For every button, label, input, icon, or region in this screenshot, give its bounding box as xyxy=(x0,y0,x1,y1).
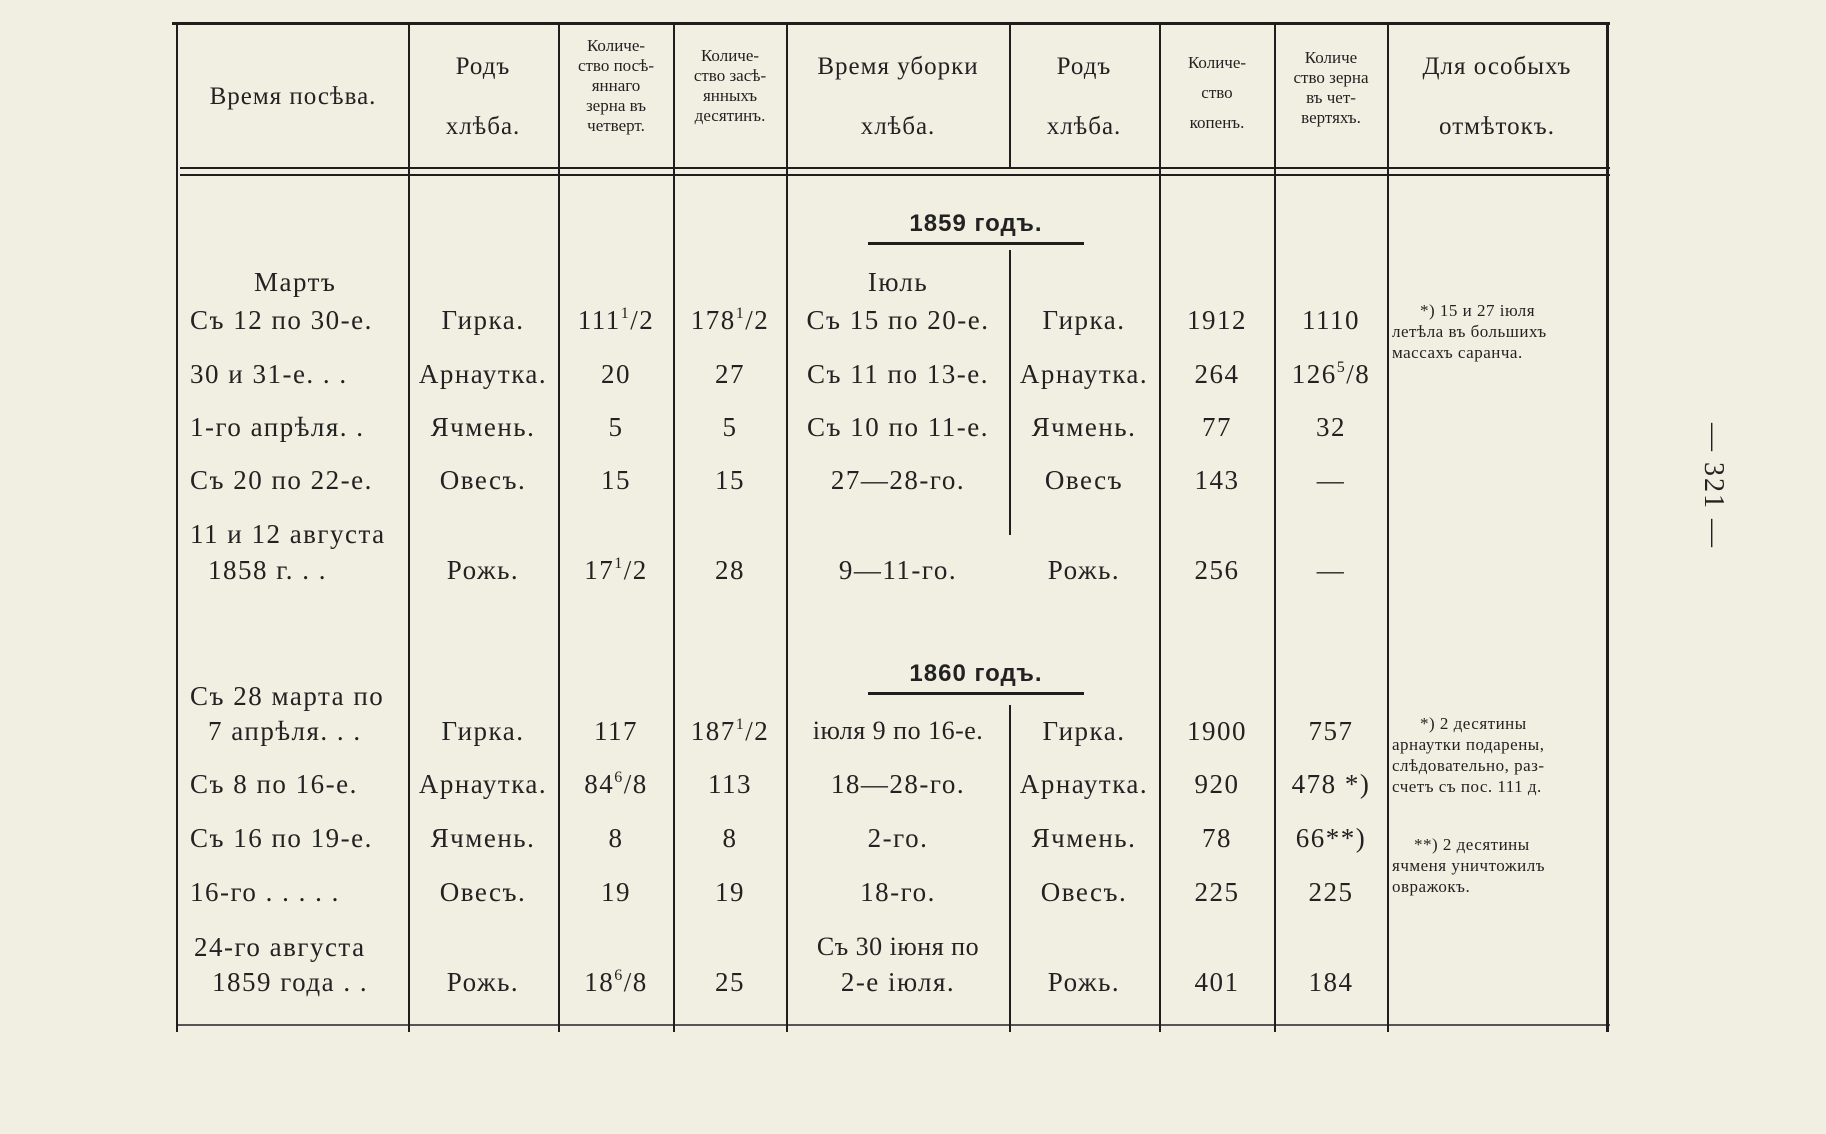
kopny-cell: 225 xyxy=(1194,877,1240,907)
sown-area-cell: 15 xyxy=(715,465,745,495)
harvest-time-cell: 18-го. xyxy=(860,877,936,907)
rye-kind-1859: Рожь. xyxy=(446,555,520,585)
sow-time-cell: Съ 12 по 30-е. xyxy=(190,305,373,335)
year-heading-1859: 1859 годъ. xyxy=(909,210,1043,237)
note-1859: *) 15 и 27 іюля летѣла въ большихъ массахъ саранча. xyxy=(1392,301,1547,362)
harvest-time-cell: Съ 10 по 11-е. xyxy=(807,412,989,442)
first-qty-1860: 757 xyxy=(1308,716,1354,746)
sown-grain-cell: $111^1/2$ xyxy=(577,305,655,335)
table-top-rule xyxy=(172,22,1610,25)
kopny-cell: 264 xyxy=(1194,359,1240,389)
first-kind-1860: Гирка. xyxy=(441,716,525,746)
rye-kind-1860: Рожь. xyxy=(446,967,520,997)
grain-kind-cell: Арнаутка. xyxy=(418,769,548,799)
header-grain-kind-1b: хлѣба. xyxy=(445,113,521,140)
grain-kind2-cell: Ячмень. xyxy=(1031,412,1137,442)
year-heading-1860: 1860 годъ. xyxy=(909,660,1043,687)
first-grain-1860: 117 xyxy=(594,716,638,746)
header-sow-time: Время посѣва. xyxy=(209,83,377,110)
grain-kind-cell: Овесъ. xyxy=(439,465,527,495)
grain-qty-cell: 225 xyxy=(1308,877,1354,907)
rye-kind2-1860: Рожь. xyxy=(1047,967,1121,997)
note-1860-a: *) 2 десятины арнаутки подарены, слѣдовательно, раз- счетъ съ пос. 111 д. xyxy=(1392,714,1545,796)
grain-kind2-cell: Овесъ. xyxy=(1040,877,1128,907)
sown-area-cell: 27 xyxy=(715,359,745,389)
sow-time-cell: Съ 20 по 22-е. xyxy=(190,465,373,495)
rye-kopny-1860: 401 xyxy=(1194,967,1240,997)
header-harvest-a: Время уборки xyxy=(817,53,979,80)
harvest-time-cell: Съ 11 по 13-е. xyxy=(807,359,989,389)
year-underline-1859 xyxy=(868,242,1084,245)
rye-sow-1859-b: 1858 г. . . xyxy=(208,555,328,585)
header-grain-kind-2b: хлѣба. xyxy=(1046,113,1122,140)
sow-time-cell: Съ 8 по 16-е. xyxy=(190,769,358,799)
sown-grain-cell: 19 xyxy=(601,877,631,907)
grain-kind-cell: Овесъ. xyxy=(439,877,527,907)
header-grain-kind-2a: Родъ xyxy=(1056,53,1112,80)
grain-qty-cell: 1110 xyxy=(1302,305,1360,335)
rye-sow-1859-a: 11 и 12 августа xyxy=(190,519,386,549)
col-line-5a xyxy=(1009,22,1011,167)
grain-kind2-cell: Ячмень. xyxy=(1031,823,1137,853)
header-grain-kind-1a: Родъ xyxy=(455,53,511,80)
sown-area-cell: 5 xyxy=(722,412,738,442)
month-label-march: Мартъ xyxy=(254,267,337,297)
grain-kind2-cell: Гирка. xyxy=(1042,305,1126,335)
sown-area-cell: 19 xyxy=(715,877,745,907)
rye-area-1860: 25 xyxy=(715,967,745,997)
first-sow-1860-b: 7 апрѣля. . . xyxy=(208,716,362,746)
grain-qty-cell: 66**) xyxy=(1295,823,1367,853)
sown-grain-cell: 20 xyxy=(601,359,631,389)
rye-qty-1859: — xyxy=(1316,555,1346,585)
rye-harvest-1860-b: 2-е іюля. xyxy=(840,967,956,997)
rye-grain-1859: $17^1/2$ xyxy=(584,555,648,585)
header-remarks-a: Для особыхъ xyxy=(1422,53,1572,80)
rye-grain-1860: $18^6/8$ xyxy=(584,967,648,997)
kopny-cell: 77 xyxy=(1202,412,1232,442)
harvest-time-cell: 2-го. xyxy=(867,823,929,853)
grain-kind-cell: Гирка. xyxy=(441,305,525,335)
header-sown-grain: Количе- ство посѣ- яннаго зерна въ четверт. xyxy=(577,36,655,135)
harvest-time-cell: Съ 15 по 20-е. xyxy=(806,305,990,335)
header-kopny: Количе- ство копенъ. xyxy=(1187,53,1247,132)
sow-time-cell: Съ 16 по 19-е. xyxy=(190,823,373,853)
month-label-july: Іюль xyxy=(867,267,929,297)
first-sow-1860-a: Съ 28 марта по xyxy=(190,681,385,711)
sown-grain-cell: 8 xyxy=(608,823,624,853)
header-harvest-b: хлѣба. xyxy=(860,113,936,140)
grain-qty-cell: 478 *) xyxy=(1291,769,1371,799)
rye-kopny-1859: 256 xyxy=(1194,555,1240,585)
sown-grain-cell: 15 xyxy=(601,465,631,495)
grain-kind-cell: Ячмень. xyxy=(430,823,536,853)
header-grain-qty: Количе ство зерна въ чет- вертяхъ. xyxy=(1293,48,1369,127)
rye-harvest-1859: 9—11-го. xyxy=(838,555,958,585)
grain-kind-cell: Арнаутка. xyxy=(418,359,548,389)
header-bottom-rule xyxy=(180,167,1610,169)
sow-time-cell: 16-го . . . . . xyxy=(190,877,340,907)
kopny-cell: 920 xyxy=(1194,769,1240,799)
rye-harvest-1860-a: Съ 30 іюня по xyxy=(816,932,980,961)
grain-qty-cell: $126^5/8$ xyxy=(1291,359,1371,389)
grain-kind-cell: Ячмень. xyxy=(430,412,536,442)
col-line-8 xyxy=(1387,22,1389,1032)
first-area-1860: $187^1/2$ xyxy=(690,716,770,746)
note-1860-b: **) 2 десятины ячменя уничтожилъ овражокъ. xyxy=(1392,835,1545,896)
rye-area-1859: 28 xyxy=(715,555,745,585)
page-number: — 321 — xyxy=(1698,423,1729,549)
sow-time-cell: 1-го апрѣля. . xyxy=(190,412,365,442)
kopny-cell: 1912 xyxy=(1187,305,1247,335)
grain-kind2-cell: Овесъ xyxy=(1044,465,1124,495)
rye-kind2-1859: Рожь. xyxy=(1047,555,1121,585)
kopny-cell: 78 xyxy=(1202,823,1232,853)
grain-qty-cell: — xyxy=(1316,465,1346,495)
grain-qty-cell: 32 xyxy=(1316,412,1346,442)
rye-sow-1860-b: 1859 года . . xyxy=(212,967,369,997)
first-kopny-1860: 1900 xyxy=(1187,716,1247,746)
harvest-time-cell: 18—28-го. xyxy=(830,769,966,799)
header-remarks-b: отмѣтокъ. xyxy=(1439,113,1555,140)
table-bottom-rule xyxy=(178,1024,1610,1026)
sown-area-cell: $178^1/2$ xyxy=(690,305,770,335)
col-line-9 xyxy=(1606,22,1609,1032)
header-sown-area: Количе- ство засѣ- янныхъ десятинъ. xyxy=(693,46,767,125)
col-line-0 xyxy=(176,22,178,1032)
sown-grain-cell: 5 xyxy=(608,412,624,442)
harvest-time-cell: 27—28-го. xyxy=(830,465,966,495)
header-bottom-rule-2 xyxy=(180,174,1610,176)
sown-area-cell: 113 xyxy=(708,769,752,799)
grain-kind2-cell: Арнаутка. xyxy=(1019,769,1149,799)
sow-time-cell: 30 и 31-е. . . xyxy=(190,359,348,389)
first-harvest-1860: іюля 9 по 16-е. xyxy=(812,716,984,745)
year-underline-1860 xyxy=(868,692,1084,695)
first-kind2-1860: Гирка. xyxy=(1042,716,1126,746)
kopny-cell: 143 xyxy=(1194,465,1240,495)
grain-kind2-cell: Арнаутка. xyxy=(1019,359,1149,389)
sown-grain-cell: $84^6/8$ xyxy=(584,769,648,799)
sown-area-cell: 8 xyxy=(722,823,738,853)
rye-sow-1860-a: 24-го августа xyxy=(194,932,366,962)
rye-qty-1860: 184 xyxy=(1308,967,1354,997)
